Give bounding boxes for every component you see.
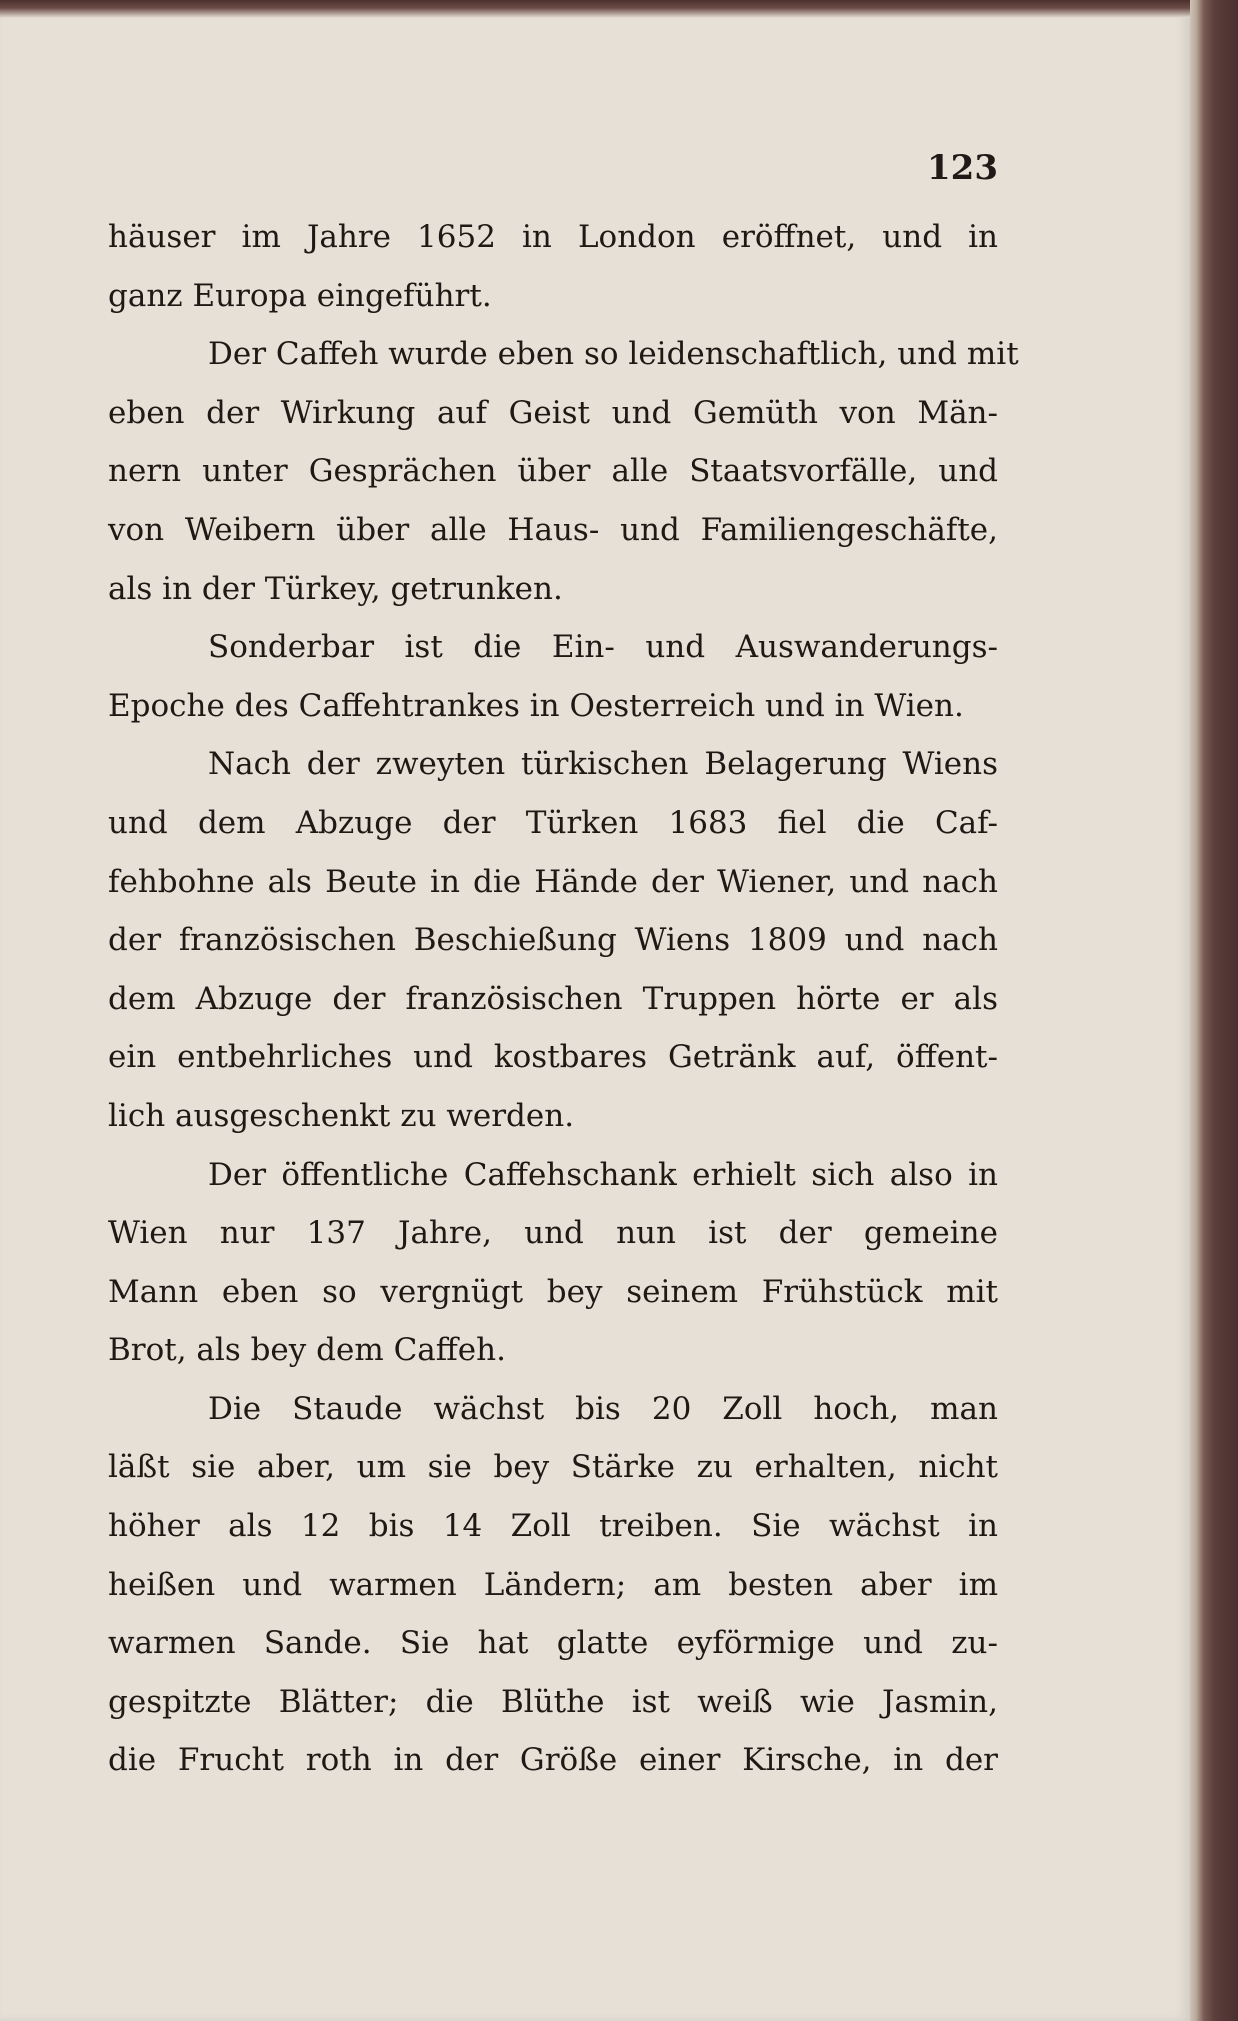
text-line: als in der Türkey, getrunken. <box>108 570 563 607</box>
body-text <box>108 208 1019 1790</box>
page-top-edge <box>0 0 1190 18</box>
text-line: Brot, als bey dem Caffeh. <box>108 1332 506 1369</box>
text-line: und dem Abzuge der Türken 1683 fiel die Caf- <box>108 804 998 841</box>
text-line: ein entbehrliches und kostbares Getränk auf, öffent- <box>108 1039 998 1076</box>
page-number: 123 <box>927 148 998 188</box>
book-edge <box>1190 0 1238 2021</box>
text-line: heißen und warmen Ländern; am besten aber im <box>108 1566 998 1603</box>
text-line: nern unter Gesprächen über alle Staatsvorfälle, und <box>108 453 998 490</box>
text-line: der französischen Beschießung Wiens 1809 und nach <box>108 922 998 959</box>
text-line: Der öffentliche Caffehschank erhielt sich also in <box>208 1156 998 1193</box>
text-line: Mann eben so vergnügt bey seinem Frühstück mit <box>108 1273 998 1310</box>
text-line: lich ausgeschenkt zu werden. <box>108 1097 575 1134</box>
text-line: warmen Sande. Sie hat glatte eyförmige und zu- <box>108 1625 998 1662</box>
text-line: läßt sie aber, um sie bey Stärke zu erhalten, nicht <box>108 1449 998 1486</box>
text-line: von Weibern über alle Haus- und Familiengeschäfte, <box>108 511 998 548</box>
text-line: die Frucht roth in der Größe einer Kirsche, in der <box>108 1742 998 1779</box>
text-line: eben der Wirkung auf Geist und Gemüth von Män- <box>108 394 998 431</box>
text-line: höher als 12 bis 14 Zoll treiben. Sie wächst in <box>108 1508 998 1545</box>
text-line: häuser im Jahre 1652 in London eröffnet, und in <box>108 219 998 255</box>
text-line: Wien nur 137 Jahre, und nun ist der gemeine <box>108 1215 998 1252</box>
text-line: gespitzte Blätter; die Blüthe ist weiß wie Jasmin, <box>108 1683 998 1720</box>
text-line: Der Caffeh wurde eben so leidenschaftlich, und mit <box>208 336 1019 373</box>
text-line: Epoche des Caffehtrankes in Oesterreich und in Wien. <box>108 687 964 724</box>
text-line: Nach der zweyten türkischen Belagerung Wiens <box>208 746 998 783</box>
text-line: Sonderbar ist die Ein- und Auswanderungs- <box>208 629 998 666</box>
text-line: ganz Europa eingeführt. <box>108 277 492 314</box>
text-line: Die Staude wächst bis 20 Zoll hoch, man <box>208 1390 998 1427</box>
text-line: fehbohne als Beute in die Hände der Wiener, und nach <box>108 863 998 900</box>
text-line: dem Abzuge der französischen Truppen hörte er als <box>108 980 998 1017</box>
